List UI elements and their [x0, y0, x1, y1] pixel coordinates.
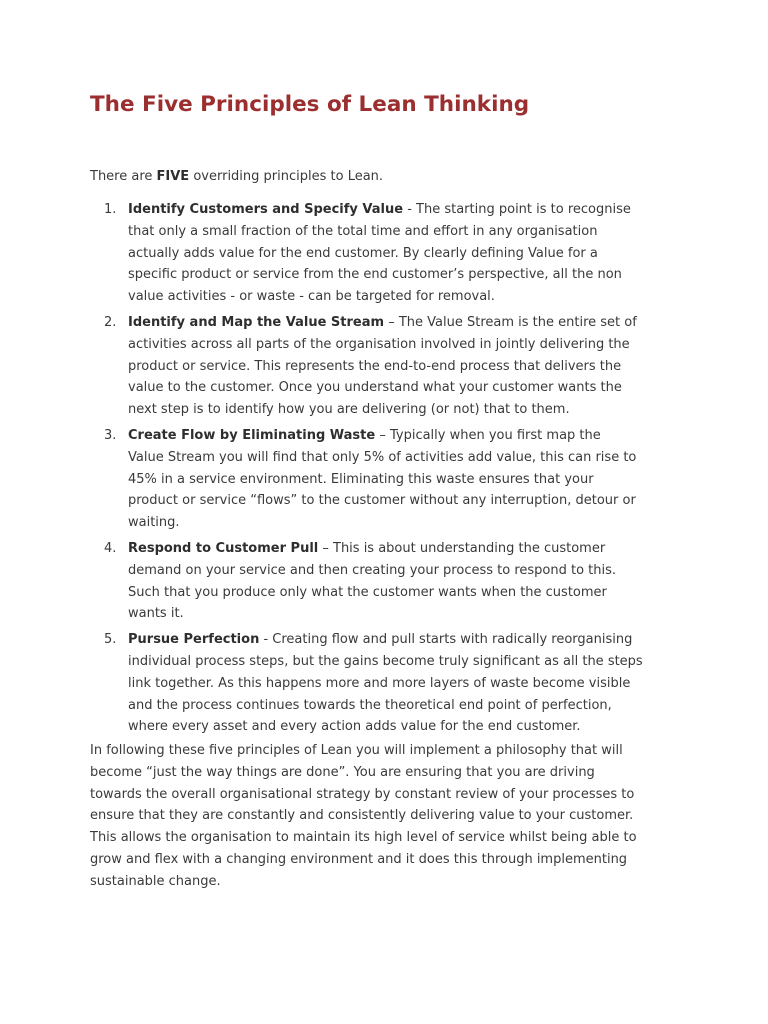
intro-text-before: There are: [90, 169, 157, 184]
principle-text-line: – This is about understanding the customer: [318, 540, 606, 556]
closing-line: towards the overall organisational strategy by constant review of your processes to: [90, 786, 635, 802]
principle-text-line: and the process continues towards the theoretical end point of perfection,: [128, 697, 612, 713]
intro-paragraph: [90, 166, 383, 188]
closing-line: grow and flex with a changing environment and it does this through implementing: [90, 851, 628, 867]
principle-number: 5.: [104, 632, 117, 648]
closing-paragraph: [90, 740, 637, 893]
principle-item-4: [90, 538, 690, 625]
principle-heading: Respond to Customer Pull: [128, 540, 319, 556]
principle-text-line: 45% in a service environment. Eliminating this waste ensures that your: [128, 471, 594, 487]
principle-text-line: value to the customer. Once you understand what your customer wants the: [128, 380, 622, 396]
principle-number: 3.: [104, 427, 117, 443]
principle-text-line: link together. As this happens more and more layers of waste become visible: [128, 675, 631, 691]
principle-heading: Pursue Perfection: [128, 632, 260, 648]
principle-heading: Identify Customers and Specify Value: [128, 202, 404, 217]
principle-text-line: Such that you produce only what the customer wants when the customer: [128, 584, 607, 600]
principle-first-line: [128, 199, 690, 221]
principle-number: 4.: [104, 540, 117, 556]
principle-text-line: individual process steps, but the gains become truly significant as all the steps: [128, 653, 643, 669]
principle-text-line: actually adds value for the end customer. By clearly defining Value for a: [128, 245, 598, 261]
principle-first-line: [128, 312, 690, 334]
principle-text-line: waiting.: [128, 515, 180, 531]
principle-item-2: [90, 312, 690, 421]
principle-item-5: [90, 629, 690, 738]
principle-text-line: value activities - or waste - can be targeted for removal.: [128, 289, 495, 305]
page-title: The Five Principles of Lean Thinking: [90, 92, 530, 117]
principle-text-line: demand on your service and then creating your process to respond to this.: [128, 562, 617, 578]
intro-bold-count: FIVE: [156, 169, 190, 184]
principle-first-line: [128, 629, 690, 651]
closing-line: sustainable change.: [90, 873, 221, 889]
principle-number: 1.: [104, 202, 117, 217]
principle-text-line: - Creating flow and pull starts with radically reorganising: [259, 632, 633, 648]
principle-text-line: wants it.: [128, 606, 184, 622]
principle-heading: Identify and Map the Value Stream: [128, 314, 385, 330]
principle-item-3: [90, 425, 690, 534]
principle-first-line: [128, 425, 690, 447]
principle-number: 2.: [104, 314, 117, 330]
principle-text-line: specific product or service from the end customer’s perspective, all the non: [128, 267, 622, 283]
principle-text-line: next step is to identify how you are delivering (or not) that to them.: [128, 402, 570, 418]
principle-heading: Create Flow by Eliminating Waste: [128, 427, 376, 443]
principle-text-line: that only a small fraction of the total time and effort in any organisation: [128, 223, 598, 239]
intro-text-after: overriding principles to Lean.: [189, 169, 384, 184]
closing-line: This allows the organisation to maintain its high level of service whilst being able to: [90, 830, 637, 846]
principle-text-line: activities across all parts of the organisation involved in jointly delivering the: [128, 336, 630, 352]
principle-text-line: product or service. This represents the end-to-end process that delivers the: [128, 358, 622, 374]
principle-first-line: [128, 538, 690, 560]
principle-text-line: Value Stream you will find that only 5% of activities add value, this can rise to: [128, 449, 637, 465]
closing-line: become “just the way things are done”. You are ensuring that you are driving: [90, 764, 595, 780]
principle-text-line: where every asset and every action adds value for the end customer.: [128, 719, 581, 735]
principle-text-line: product or service “flows” to the customer without any interruption, detour or: [128, 493, 636, 509]
principle-text-line: - The starting point is to recognise: [403, 202, 631, 217]
principle-text-line: – The Value Stream is the entire set of: [384, 314, 637, 330]
closing-line: In following these five principles of Lean you will implement a philosophy that will: [90, 743, 623, 758]
principle-text-line: – Typically when you first map the: [375, 427, 601, 443]
closing-line: ensure that they are constantly and consistently delivering value to your customer.: [90, 808, 634, 824]
principle-item-1: [90, 199, 690, 308]
principles-list: [90, 199, 690, 742]
